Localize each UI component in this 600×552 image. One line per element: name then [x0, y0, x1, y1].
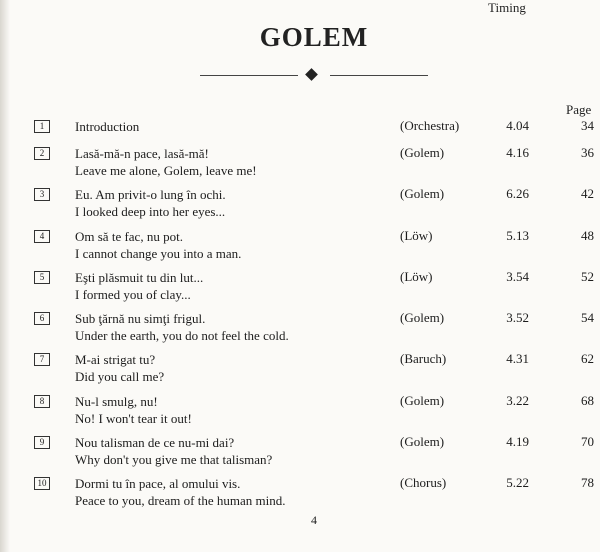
lyric-line-translation: Did you call me? [75, 369, 165, 384]
track-lyrics [75, 269, 203, 303]
track-row [0, 351, 600, 387]
track-timing: 5.13 [506, 228, 529, 243]
track-timing: 4.16 [506, 145, 529, 160]
track-singer: (Löw) [400, 228, 433, 243]
track-lyrics [75, 310, 289, 344]
track-page: 78 [581, 475, 594, 490]
track-lyrics [75, 186, 226, 220]
track-page: 34 [581, 118, 594, 133]
track-lyrics [75, 118, 139, 135]
track-page: 62 [581, 351, 594, 366]
track-row [0, 475, 600, 511]
track-row [0, 393, 600, 429]
track-singer: (Golem) [400, 310, 445, 325]
track-number-box: 9 [34, 436, 50, 449]
lyric-line-original: Eu. Am privit-o lung în ochi. [75, 187, 226, 202]
diamond-icon [305, 68, 318, 81]
lyric-line-original: M-ai strigat tu? [75, 352, 156, 367]
ornament-line-right [330, 75, 428, 76]
track-lyrics [75, 145, 257, 179]
track-page: 52 [581, 269, 594, 284]
track-number-box: 1 [34, 120, 50, 133]
track-lyrics [75, 434, 272, 468]
track-row [0, 310, 600, 346]
lyric-line-original: Eşti plăsmuit tu din lut... [75, 270, 204, 285]
track-lyrics [75, 351, 164, 385]
timing-column-header: Timing [488, 0, 526, 15]
track-row [0, 228, 600, 264]
track-row [0, 186, 600, 222]
track-number-box: 5 [34, 271, 50, 284]
track-singer: (Golem) [400, 186, 445, 201]
track-singer: (Chorus) [400, 475, 447, 490]
track-singer: (Golem) [400, 393, 445, 408]
track-number-box: 8 [34, 395, 50, 408]
track-page: 54 [581, 310, 594, 325]
ornament-line-left [200, 75, 298, 76]
lyric-line-original: Sub ţărnă nu simţi frigul. [75, 311, 206, 326]
track-number-box: 2 [34, 147, 50, 160]
lyric-line-translation: I looked deep into her eyes... [75, 204, 226, 219]
lyric-line-translation: Peace to you, dream of the human mind. [75, 493, 286, 508]
track-number-box: 3 [34, 188, 50, 201]
track-singer: (Golem) [400, 434, 445, 449]
title-ornament [200, 68, 428, 84]
track-lyrics [75, 475, 285, 509]
track-page: 42 [581, 186, 594, 201]
track-singer: (Baruch) [400, 351, 447, 366]
track-timing: 4.31 [506, 351, 529, 366]
track-number-box: 10 [34, 477, 50, 490]
page-title: GOLEM [259, 22, 369, 52]
lyric-line-translation: Why don't you give me that talisman? [75, 452, 273, 467]
track-page: 36 [581, 145, 594, 160]
lyric-line-original: Introduction [75, 119, 140, 134]
track-page: 68 [581, 393, 594, 408]
track-lyrics [75, 393, 192, 427]
track-page: 48 [581, 228, 594, 243]
track-lyrics [75, 228, 241, 262]
track-row [0, 434, 600, 470]
track-timing: 3.54 [506, 269, 529, 284]
lyric-line-original: Dormi tu în pace, al omului vis. [75, 476, 241, 491]
lyric-line-translation: No! I won't tear it out! [75, 411, 192, 426]
track-page: 70 [581, 434, 594, 449]
track-singer: (Orchestra) [400, 118, 460, 133]
lyric-line-translation: Under the earth, you do not feel the cold. [75, 328, 289, 343]
track-timing: 5.22 [506, 475, 529, 490]
lyric-line-original: Lasă-mă-n pace, lasă-mă! [75, 146, 209, 161]
track-timing: 3.52 [506, 310, 529, 325]
lyric-line-original: Nou talisman de ce nu-mi dai? [75, 435, 235, 450]
lyric-line-translation: Leave me alone, Golem, leave me! [75, 163, 257, 178]
lyric-line-translation: I cannot change you into a man. [75, 246, 242, 261]
track-number-box: 6 [34, 312, 50, 325]
track-number-box: 4 [34, 230, 50, 243]
page-column-header: Page [566, 102, 592, 117]
track-row [0, 145, 600, 181]
track-timing: 6.26 [506, 186, 529, 201]
track-row [0, 269, 600, 305]
lyric-line-translation: I formed you of clay... [75, 287, 191, 302]
track-number-box: 7 [34, 353, 50, 366]
track-timing: 4.19 [506, 434, 529, 449]
footer-page-number: 4 [311, 513, 317, 527]
track-singer: (Golem) [400, 145, 445, 160]
lyric-line-original: Om să te fac, nu pot. [75, 229, 183, 244]
track-timing: 4.04 [506, 118, 529, 133]
track-timing: 3.22 [506, 393, 529, 408]
track-singer: (Löw) [400, 269, 433, 284]
lyric-line-original: Nu-l smulg, nu! [75, 394, 158, 409]
